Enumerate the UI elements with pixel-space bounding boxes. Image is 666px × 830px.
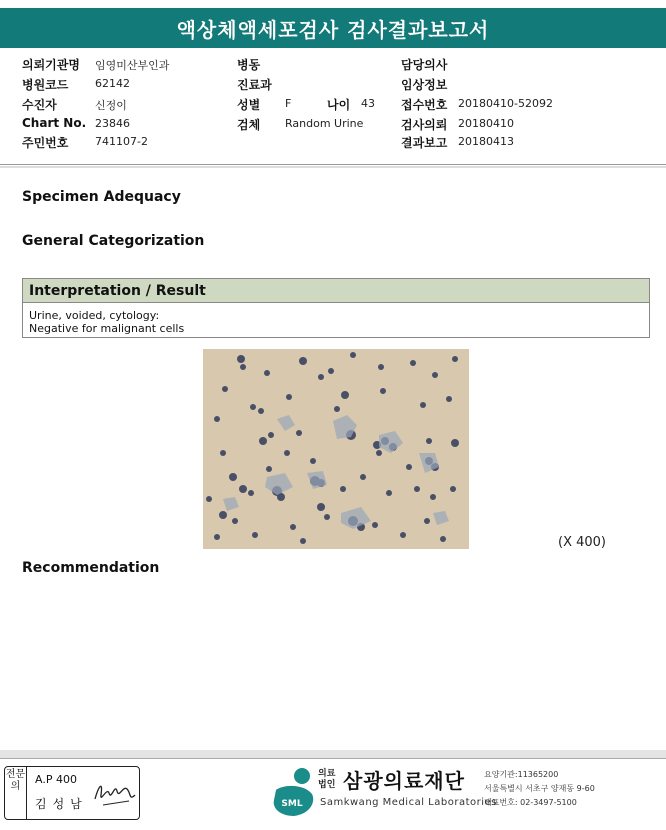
signature-icon [93, 777, 137, 811]
patient-value: 신정이 [95, 99, 127, 112]
org-code: 요양기관:11365200 [484, 770, 559, 779]
sml-logo-icon [270, 766, 316, 818]
resident-value: 741107-2 [95, 135, 148, 148]
report-title: 액상체액세포검사 검사결과보고서 [0, 8, 666, 48]
pathologist-code: A.P 400 [35, 773, 77, 786]
institution-label: 의뢰기관명 [22, 58, 80, 72]
squamous-cells [223, 415, 449, 529]
result-date-value: 20180413 [458, 135, 514, 148]
specimen-value: Random Urine [285, 117, 364, 130]
chart-label: Chart No. [22, 116, 87, 130]
interpretation-line: Urine, voided, cytology: [29, 309, 160, 322]
pathologist-name: 김성남 [35, 797, 88, 811]
general-categorization-heading: General Categorization [22, 233, 205, 249]
org-contact [484, 768, 595, 810]
footer-band [0, 750, 666, 758]
result-date-label: 결과보고 [401, 136, 448, 150]
patient-info [0, 54, 666, 164]
org-phone: 대표번호: 02-3497-5100 [484, 798, 577, 807]
footer-divider [0, 758, 666, 759]
specialist-label: 전문의 [5, 767, 27, 819]
org-prefix-line: 법인 [318, 780, 336, 790]
org-prefix [318, 769, 335, 791]
sex-label: 성별 [237, 98, 261, 112]
logo-text: SML [281, 799, 303, 809]
org-address: 서울특별시 서초구 양재동 9-60 [484, 784, 595, 793]
doctor-label: 담당의사 [401, 58, 448, 72]
cells [206, 352, 459, 544]
interpretation-box [22, 278, 650, 338]
institution-value: 임영미산부인과 [95, 59, 170, 72]
specimen-label: 검체 [237, 118, 261, 132]
org-prefix-line: 의료 [318, 769, 336, 779]
request-label: 검사의뢰 [401, 118, 448, 132]
age-label: 나이 [327, 98, 351, 112]
hospital-code-value: 62142 [95, 77, 130, 90]
sex-value: F [285, 97, 292, 110]
recommendation-heading: Recommendation [22, 560, 160, 576]
microscopy-image [203, 349, 469, 549]
divider [0, 164, 666, 165]
receipt-label: 접수번호 [401, 98, 448, 112]
age-value: 43 [361, 97, 375, 110]
request-value: 20180410 [458, 117, 514, 130]
magnification-label: (X 400) [558, 535, 606, 550]
cell-field [203, 349, 469, 549]
clinical-label: 임상정보 [401, 78, 448, 92]
ward-label: 병동 [237, 58, 261, 72]
pathologist-signature-box [4, 766, 140, 820]
chart-value: 23846 [95, 117, 130, 130]
specimen-adequacy-heading: Specimen Adequacy [22, 189, 181, 205]
resident-label: 주민번호 [22, 136, 69, 150]
hospital-code-label: 병원코드 [22, 78, 69, 92]
org-english-name: Samkwang Medical Laboratories [320, 797, 497, 808]
patient-label: 수진자 [22, 98, 57, 112]
interpretation-line: Negative for malignant cells [29, 322, 185, 335]
org-name: 삼광의료재단 [343, 769, 465, 793]
divider-shadow [0, 166, 666, 168]
interpretation-body [23, 303, 649, 341]
interpretation-header: Interpretation / Result [23, 279, 649, 303]
receipt-value: 20180410-52092 [458, 97, 553, 110]
dept-label: 진료과 [237, 78, 272, 92]
